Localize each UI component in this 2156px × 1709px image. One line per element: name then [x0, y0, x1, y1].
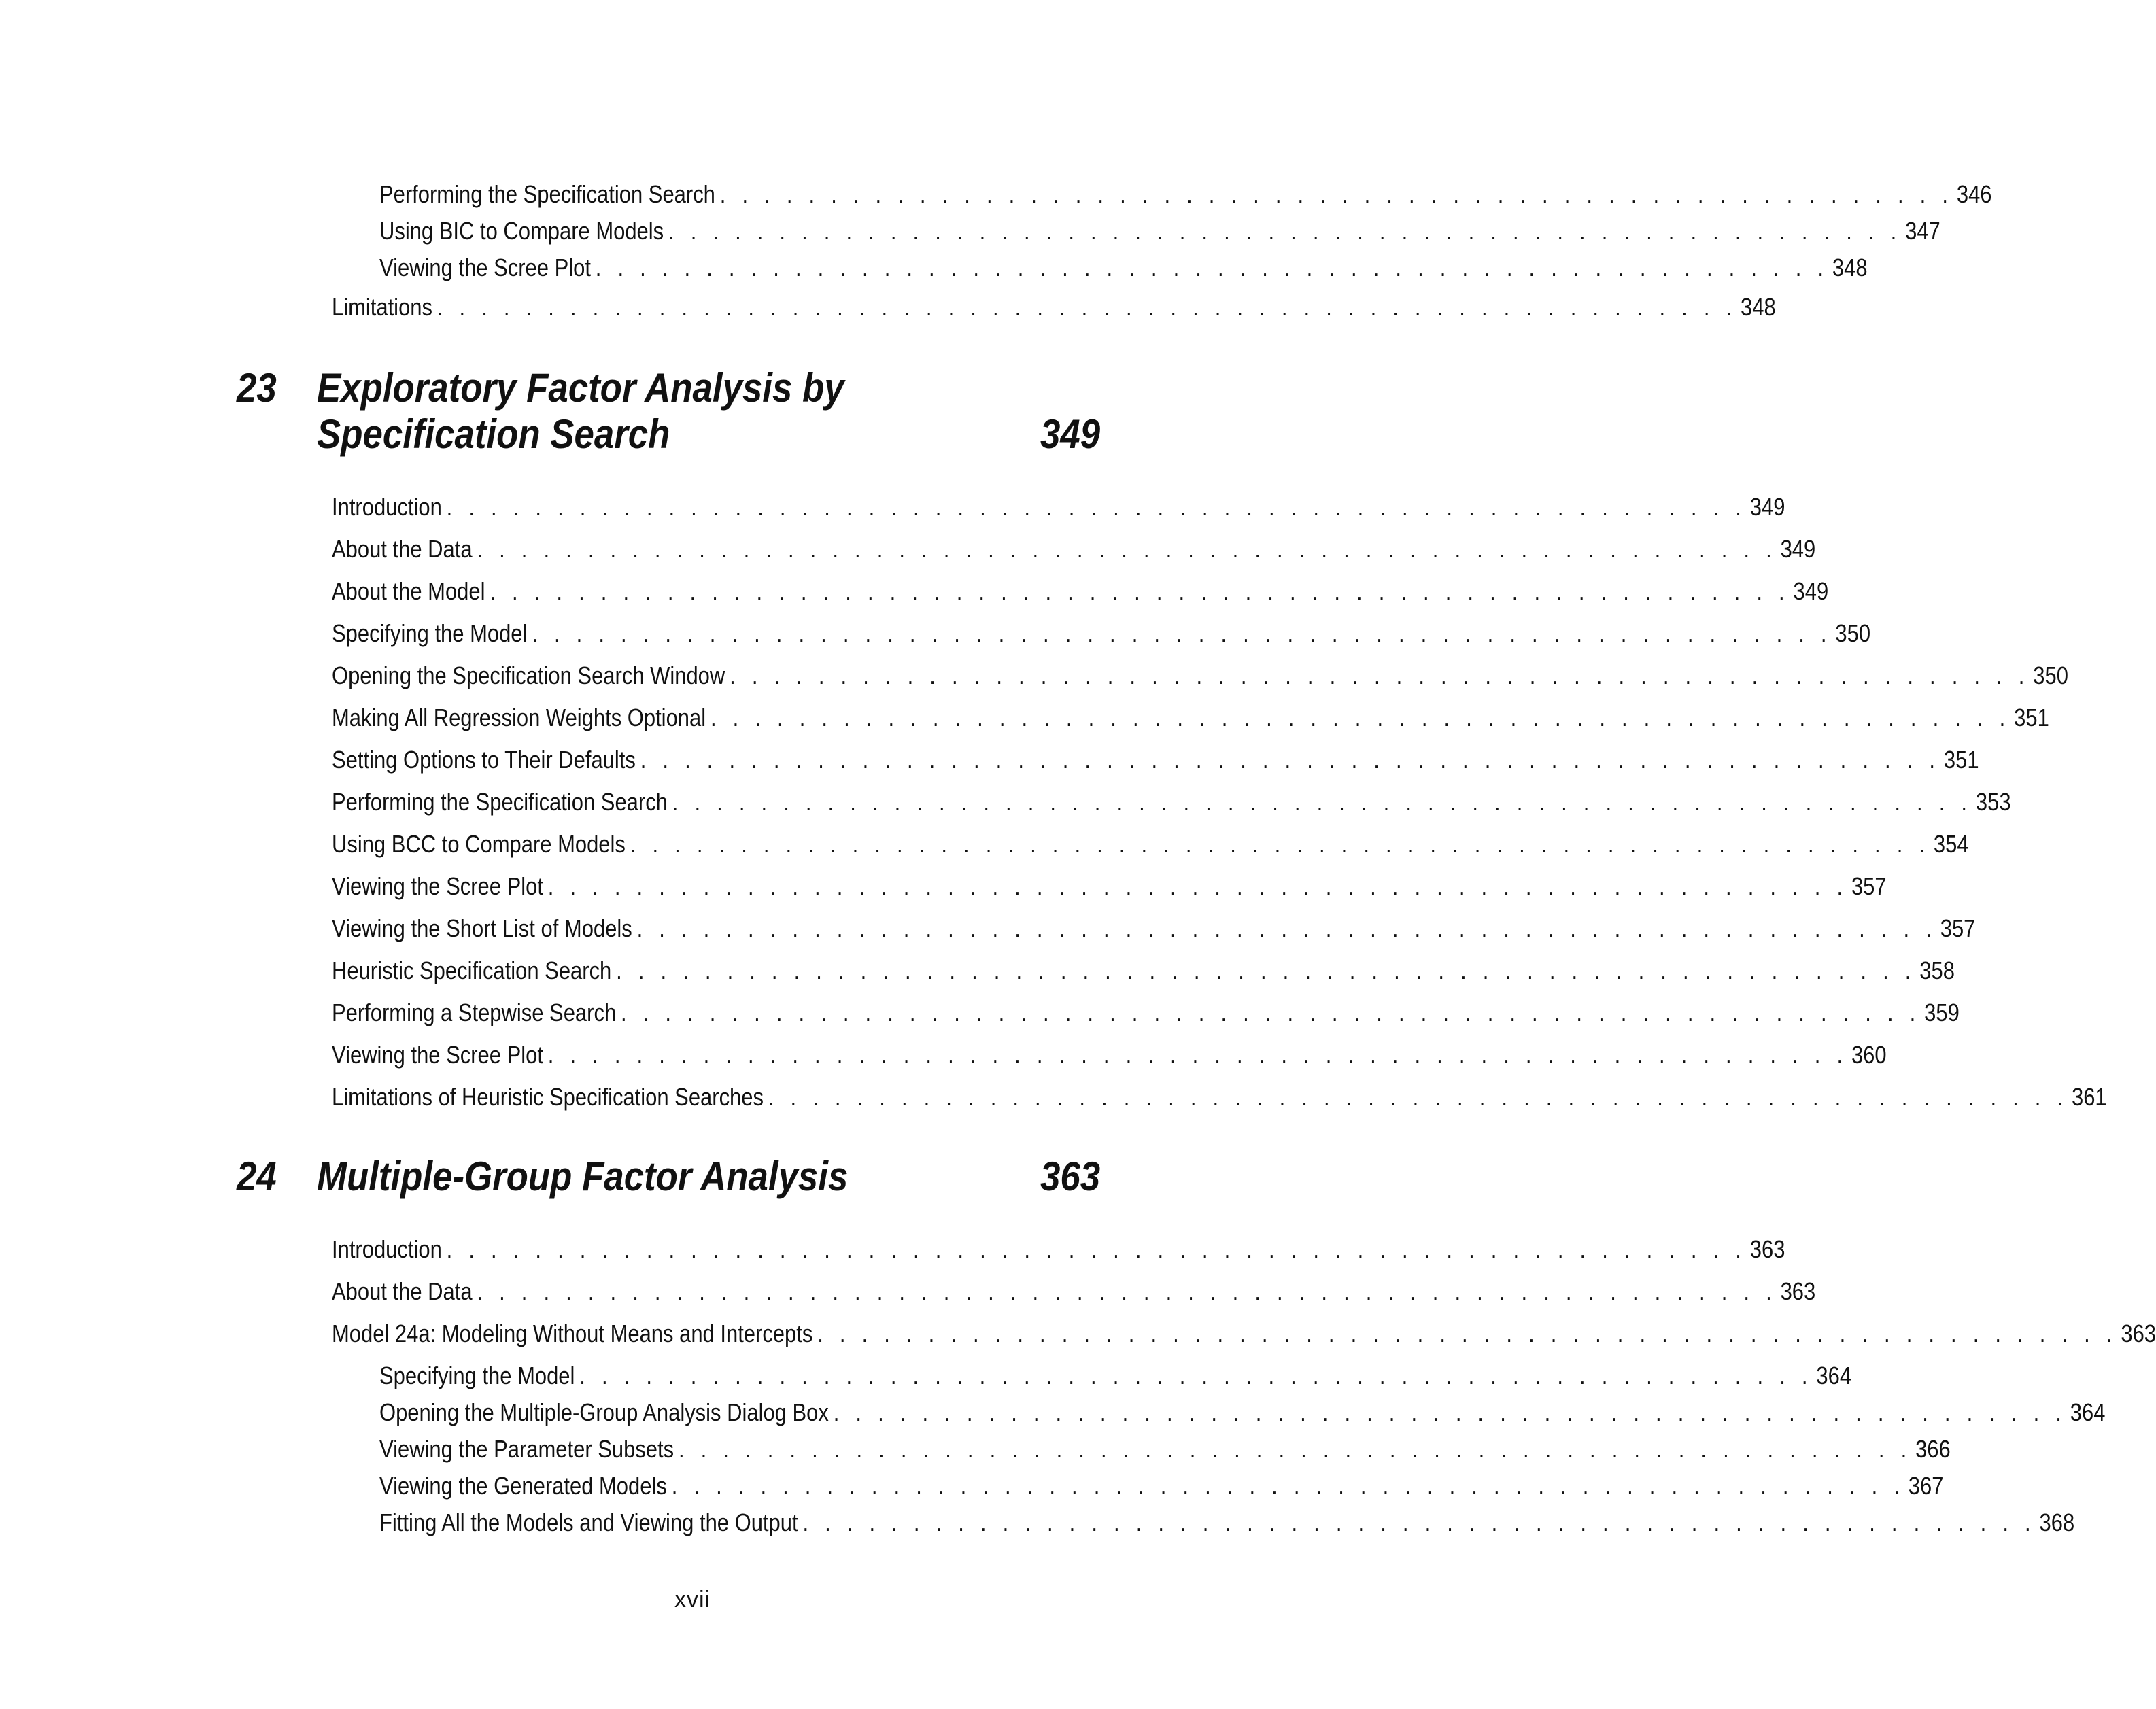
toc-entry-page: 363: [1749, 1235, 1785, 1263]
chapter-title-line1: Exploratory Factor Analysis by: [317, 365, 844, 411]
chapter-number: 24: [237, 1154, 277, 1199]
toc-entry-title: Opening the Specification Search Window: [332, 661, 725, 689]
dot-leader: . . . . . . . . . . . . . . . . . . . . . . . . . . . . . . . . . . . . . . . . . . . . . . . . . . . . . . . . . . .: [446, 493, 1747, 521]
toc-entry-title: Model 24a: Modeling Without Means and Intercepts: [332, 1319, 813, 1347]
toc-entry-title: Viewing the Scree Plot: [332, 1041, 543, 1069]
toc-entry: [332, 998, 1960, 1028]
toc-entry: [379, 1434, 1951, 1464]
dot-leader: . . . . . . . . . . . . . . . . . . . . . . . . . . . . . . . . . . . . . . . . . . . . . . . . . . . . . . . .: [678, 1435, 1912, 1463]
toc-entry: [332, 956, 1955, 986]
toc-entry: [332, 703, 2049, 733]
chapter-number: 23: [237, 365, 277, 411]
toc-entry: [332, 292, 1776, 322]
toc-entry: [332, 1040, 1887, 1070]
toc-entry-page: 368: [2039, 1508, 2075, 1536]
dot-leader: . . . . . . . . . . . . . . . . . . . . . . . . . . . . . . . . . . . . . . . . . . . . . . . . . . . . . . . . . . .: [640, 746, 1940, 774]
toc-entry-page: 361: [2071, 1083, 2107, 1111]
dot-leader: . . . . . . . . . . . . . . . . . . . . . . . . . . . . . . . . . . . . . . . . . . . . . . . . . . . . . . . . . . .: [477, 1277, 1777, 1305]
toc-entry-page: 357: [1940, 914, 1976, 942]
dot-leader: . . . . . . . . . . . . . . . . . . . . . . . . . . . . . . . . . . . . . . . . . . . . . . . . . . . . . . . .: [833, 1398, 2067, 1426]
toc-entry: [332, 914, 1976, 944]
toc-entry: [332, 492, 1785, 522]
toc-entry-page: 363: [1780, 1277, 1816, 1305]
toc-entry: [332, 745, 1979, 775]
toc-entry-page: 350: [1835, 619, 1871, 647]
toc-entry-title: Performing a Stepwise Search: [332, 999, 617, 1026]
toc-entry-page: 346: [1956, 180, 1992, 208]
toc-entry-title: About the Model: [332, 577, 485, 605]
chapter-page: 349: [1040, 411, 1100, 457]
toc-entry-page: 357: [1851, 872, 1887, 900]
toc-entry-page: 349: [1793, 577, 1829, 605]
toc-entry: [379, 1508, 2075, 1538]
dot-leader: . . . . . . . . . . . . . . . . . . . . . . . . . . . . . . . . . . . . . . . . . . . . . . . . . . . . . . . .: [671, 1472, 1905, 1500]
dot-leader: . . . . . . . . . . . . . . . . . . . . . . . . . . . . . . . . . . . . . . . . . . . . . . . . . . . . . . . .: [719, 180, 1953, 208]
toc-entry: [379, 1361, 1852, 1391]
dot-leader: . . . . . . . . . . . . . . . . . . . . . . . . . . . . . . . . . . . . . . . . . . . . . . . . . . . . . . . . . . .: [768, 1083, 2068, 1111]
toc-entry-title: Fitting All the Models and Viewing the Output: [379, 1508, 798, 1536]
toc-entry: [332, 1235, 1785, 1264]
toc-entry-page: 348: [1741, 293, 1776, 321]
toc-entry-page: 363: [2121, 1319, 2156, 1347]
toc-entry: [332, 534, 1816, 564]
dot-leader: . . . . . . . . . . . . . . . . . . . . . . . . . . . . . . . . . . . . . . . . . . . . . . . . . . . . . . . . . . .: [616, 956, 1917, 984]
toc-entry-title: Viewing the Generated Models: [379, 1472, 667, 1500]
dot-leader: . . . . . . . . . . . . . . . . . . . . . . . . . . . . . . . . . . . . . . . . . . . . . . . . . . . . . . . .: [668, 217, 1902, 245]
toc-entry-page: 351: [2014, 704, 2049, 731]
toc-entry: [379, 216, 1940, 246]
dot-leader: . . . . . . . . . . . . . . . . . . . . . . . . . . . . . . . . . . . . . . . . . . . . . . . . . . . . . . . . . . .: [621, 999, 1921, 1026]
chapter-page: 363: [1040, 1154, 1100, 1199]
toc-entry: [332, 829, 1969, 859]
toc-entry-title: Viewing the Parameter Subsets: [379, 1435, 674, 1463]
dot-leader: . . . . . . . . . . . . . . . . . . . . . . . . . . . . . . . . . . . . . . . . . . . . . . . . . . . . . . . .: [802, 1508, 2036, 1536]
toc-entry: [332, 576, 1829, 606]
toc-entry: [379, 1398, 2106, 1428]
toc-entry-title: Viewing the Short List of Models: [332, 914, 632, 942]
toc-entry-title: Limitations of Heuristic Specification Searches: [332, 1083, 764, 1111]
toc-entry-title: Viewing the Scree Plot: [379, 254, 591, 281]
toc-entry-page: 350: [2033, 661, 2068, 689]
dot-leader: . . . . . . . . . . . . . . . . . . . . . . . . . . . . . . . . . . . . . . . . . . . . . . . . . . . . . . . . . . .: [437, 293, 1737, 321]
toc-entry-page: 353: [1975, 788, 2011, 816]
toc-entry: [332, 1277, 1816, 1307]
toc-entry-title: Viewing the Scree Plot: [332, 872, 543, 900]
dot-leader: . . . . . . . . . . . . . . . . . . . . . . . . . . . . . . . . . . . . . . . . . . . . . . . . . . . . . . . . . . .: [446, 1235, 1747, 1263]
toc-entry-page: 347: [1905, 217, 1940, 245]
dot-leader: . . . . . . . . . . . . . . . . . . . . . . . . . . . . . . . . . . . . . . . . . . . . . . . . . . . . . . . . . . .: [636, 914, 1937, 942]
chapter-title: Multiple-Group Factor Analysis: [317, 1154, 849, 1199]
toc-entry-title: Performing the Specification Search: [379, 180, 715, 208]
toc-entry-page: 364: [2070, 1398, 2106, 1426]
toc-entry-title: Specifying the Model: [379, 1362, 575, 1389]
toc-entry-page: 367: [1908, 1472, 1944, 1500]
toc-entry-title: Limitations: [332, 293, 432, 321]
toc-entry-title: Introduction: [332, 1235, 442, 1263]
toc-entry-title: Using BIC to Compare Models: [379, 217, 664, 245]
toc-entry: [379, 179, 1992, 209]
toc-entry-page: 359: [1924, 999, 1960, 1026]
toc-entry: [332, 619, 1871, 649]
toc-entry: [332, 1082, 2107, 1112]
toc-entry-page: 354: [1933, 830, 1969, 858]
dot-leader: . . . . . . . . . . . . . . . . . . . . . . . . . . . . . . . . . . . . . . . . . . . . . . . . . . . . . . . . . . .: [817, 1319, 2118, 1347]
toc-entry-title: Introduction: [332, 493, 442, 521]
dot-leader: . . . . . . . . . . . . . . . . . . . . . . . . . . . . . . . . . . . . . . . . . . . . . . . . . . . . . . . .: [579, 1362, 1813, 1389]
toc-entry-title: About the Data: [332, 1277, 473, 1305]
dot-leader: . . . . . . . . . . . . . . . . . . . . . . . . . . . . . . . . . . . . . . . . . . . . . . . . . . . . . . . . . . .: [490, 577, 1790, 605]
toc-entry-title: Heuristic Specification Search: [332, 956, 612, 984]
dot-leader: . . . . . . . . . . . . . . . . . . . . . . . . . . . . . . . . . . . . . . . . . . . . . . . . . . . . . . . . . . .: [547, 1041, 1848, 1069]
toc-entry: [332, 871, 1887, 901]
chapter-title-line2: Specification Search: [317, 411, 670, 457]
toc-entry-title: Opening the Multiple-Group Analysis Dialog Box: [379, 1398, 829, 1426]
toc-entry: [332, 787, 2011, 817]
toc-entry-page: 349: [1780, 535, 1816, 563]
toc-entry-page: 366: [1915, 1435, 1951, 1463]
dot-leader: . . . . . . . . . . . . . . . . . . . . . . . . . . . . . . . . . . . . . . . . . . . . . . . . . . . . . . . . . . .: [477, 535, 1777, 563]
dot-leader: . . . . . . . . . . . . . . . . . . . . . . . . . . . . . . . . . . . . . . . . . . . . . . . . . . . . . . . . . . .: [710, 704, 2010, 731]
toc-entry-title: Making All Regression Weights Optional: [332, 704, 706, 731]
toc-entry-page: 358: [1919, 956, 1955, 984]
toc-entry-title: Performing the Specification Search: [332, 788, 668, 816]
toc-entry: [332, 661, 2068, 691]
dot-leader: . . . . . . . . . . . . . . . . . . . . . . . . . . . . . . . . . . . . . . . . . . . . . . . . . . . . . . . . . . .: [730, 661, 2030, 689]
toc-entry: [379, 1471, 1944, 1501]
toc-entry-title: Using BCC to Compare Models: [332, 830, 626, 858]
toc-entry-page: 351: [1943, 746, 1979, 774]
dot-leader: . . . . . . . . . . . . . . . . . . . . . . . . . . . . . . . . . . . . . . . . . . . . . . . . . . . . . . . . . . .: [547, 872, 1848, 900]
dot-leader: . . . . . . . . . . . . . . . . . . . . . . . . . . . . . . . . . . . . . . . . . . . . . . . . . . . . . . . .: [595, 254, 1829, 281]
toc-entry: [332, 1319, 2156, 1349]
toc-entry-title: About the Data: [332, 535, 473, 563]
page-number: xvii: [674, 1587, 711, 1612]
toc-entry-title: Specifying the Model: [332, 619, 528, 647]
dot-leader: . . . . . . . . . . . . . . . . . . . . . . . . . . . . . . . . . . . . . . . . . . . . . . . . . . . . . . . . . . .: [630, 830, 1930, 858]
toc-entry-page: 348: [1832, 254, 1868, 281]
toc-entry-page: 349: [1749, 493, 1785, 521]
toc-entry: [379, 253, 1868, 283]
toc-entry-title: Setting Options to Their Defaults: [332, 746, 636, 774]
toc-entry-page: 364: [1816, 1362, 1852, 1389]
toc-entry-page: 360: [1851, 1041, 1887, 1069]
dot-leader: . . . . . . . . . . . . . . . . . . . . . . . . . . . . . . . . . . . . . . . . . . . . . . . . . . . . . . . . . . .: [532, 619, 1832, 647]
dot-leader: . . . . . . . . . . . . . . . . . . . . . . . . . . . . . . . . . . . . . . . . . . . . . . . . . . . . . . . . . . .: [672, 788, 1972, 816]
